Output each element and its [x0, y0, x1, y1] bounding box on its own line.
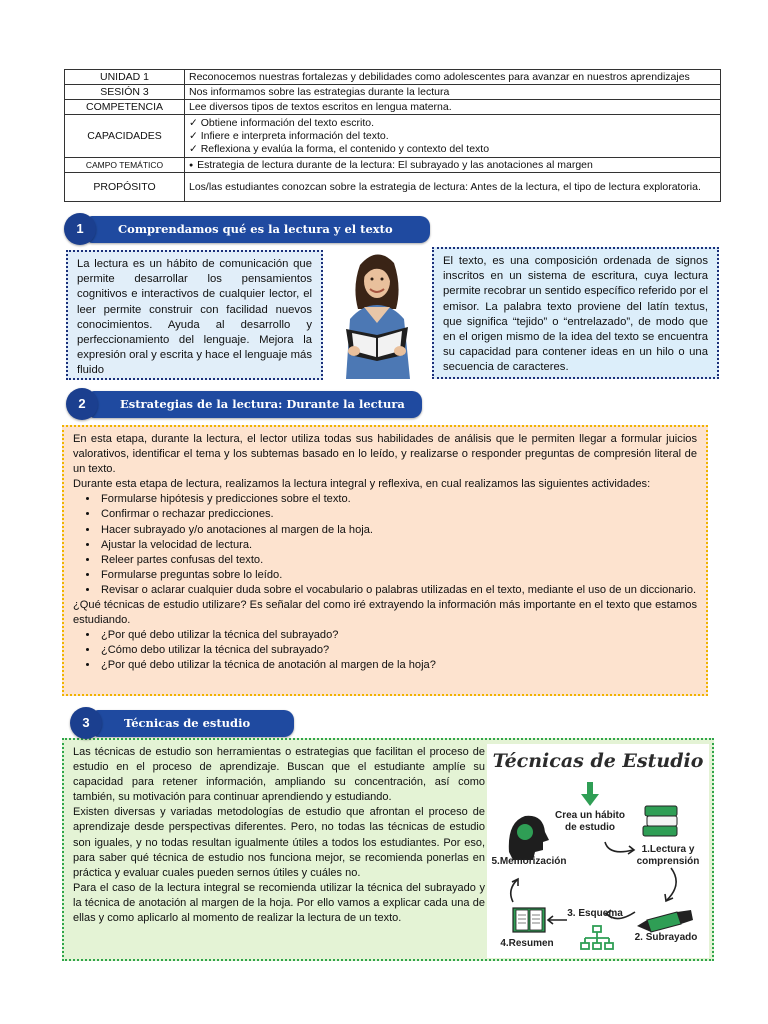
capacidades-list — [189, 117, 716, 156]
section-number: 2 — [66, 388, 98, 420]
list-item: • ¿Cómo debo utilizar la técnica del subrayado? — [99, 643, 697, 658]
section-number: 1 — [64, 213, 96, 245]
table-row — [65, 70, 721, 85]
label-line: 1.Lectura y — [641, 844, 695, 855]
during-reading-box — [62, 425, 708, 696]
books-icon — [643, 806, 677, 836]
row-label: PROPÓSITO — [65, 173, 185, 202]
down-arrow-icon — [581, 782, 599, 806]
row-value: Nos informamos sobre las estrategias durante la lectura — [185, 85, 721, 100]
table-row — [65, 158, 721, 173]
text-definition-box: El texto, es una composición ordenada de signos inscritos en un sistema de escritura, cuya lectura permite recobrar un sentido específico referido por el emisor. La palabra texto proviene del latín textus, que significa “tejido” o “entrelazado”, de modo que en el origen mismo de la idea del texto se encuentra su capacidad para contener ideas en un hilo o una secuencia de caracteres. — [432, 247, 719, 379]
study-techniques-text — [73, 745, 485, 926]
row-label: CAPACIDADES — [65, 115, 185, 158]
diagram-step-2: 2. Subrayado — [634, 932, 698, 943]
label-line: Crea un hábito — [554, 810, 625, 821]
questions-list — [73, 628, 697, 673]
table-row — [65, 100, 721, 115]
paragraph: En esta etapa, durante la lectura, el lector utiliza todas sus habilidades de análisis que le permiten llegar a formular juicios valorativos, identificar el tema y los subtemas basado en lo leído, y realizarse o responder preguntas de compresión literal de un texto. — [73, 433, 697, 476]
list-item: • Releer partes confusas del texto. — [99, 553, 697, 568]
list-item: ✓ Obtiene información del texto escrito. — [189, 117, 716, 130]
section-number: 3 — [70, 707, 102, 739]
section-title: Técnicas de estudio — [94, 710, 294, 737]
diagram-title: Técnicas de Estudio — [492, 750, 704, 772]
paragraph: Existen diversas y variadas metodologías de estudio que afrontan el proceso de aprendizaje desde perspectivas diferentes. Pero, no todas las técnicas de estudio son iguales, y no todas resultan igualmente útiles a todos los estudiantes. Por eso, para saber qué técnica de estudio nos funciona mejor, se recomienda ponerlas en práctica y evaluar cuales pueden sernos útiles y cuáles no. — [73, 806, 485, 879]
list-item: • Formularse hipótesis y predicciones sobre el texto. — [99, 492, 697, 507]
activities-list — [73, 492, 697, 598]
paragraph: Para el caso de la lectura integral se recomienda utilizar la técnica del subrayado y la técnica de anotación al margen de la hoja. Por ello vamos a explicar cada una de ellas y como aplicarlo al momento de realizar la lectura de un texto. — [73, 881, 485, 925]
label-line: de estudio — [564, 822, 615, 833]
list-item: • Ajustar la velocidad de lectura. — [99, 538, 697, 553]
capacidades-list-cell — [185, 115, 721, 158]
diagram-center-label — [549, 810, 631, 834]
row-label: CAMPO TEMÁTICO — [65, 158, 185, 173]
diagram-step-3: 3. Esquema — [567, 908, 623, 919]
list-item: • Hacer subrayado y/o anotaciones al margen de la hoja. — [99, 523, 697, 538]
list-item: • Formularse preguntas sobre lo leído. — [99, 568, 697, 583]
row-value: Lee diversos tipos de textos escritos en lengua materna. — [185, 100, 721, 115]
study-techniques-diagram — [487, 744, 709, 958]
section-title: Comprendamos qué es la lectura y el texto — [88, 216, 430, 243]
table-row — [65, 115, 721, 158]
list-item: • Confirmar o rechazar predicciones. — [99, 507, 697, 522]
section-title: Estrategias de la lectura: Durante la lectura — [90, 391, 422, 418]
paragraph: Durante esta etapa de lectura, realizamos la lectura integral y reflexiva, en cual realizamos las siguientes actividades: — [73, 478, 651, 491]
row-label: COMPETENCIA — [65, 100, 185, 115]
diagram-step-5: 5.Memorización — [491, 856, 567, 867]
student-reading-image — [332, 247, 422, 379]
row-value: Reconocemos nuestras fortalezas y debilidades como adolescentes para avanzar en nuestros aprendizajes — [185, 70, 721, 85]
session-info-table — [64, 69, 721, 202]
list-item: ✓ Reflexiona y evalúa la forma, el contenido y contexto del texto — [189, 143, 716, 156]
diagram-step-4: 4.Resumen — [500, 938, 554, 949]
paragraph: Las técnicas de estudio son herramientas o estrategias que facilitan el proceso de estudio en el proceso de aprendizaje. Buscan que el estudiante amplíe su capacidad para retener información, ampliando su concentración, así como también, su motivación para continuar aprendiendo y estudiando. — [73, 746, 485, 804]
table-row — [65, 85, 721, 100]
list-item: ✓ Infiere e interpreta información del texto. — [189, 130, 716, 143]
row-label: SESIÓN 3 — [65, 85, 185, 100]
campo-list — [189, 159, 716, 172]
campo-tematico-cell — [185, 158, 721, 173]
list-item: • ¿Por qué debo utilizar la técnica de anotación al margen de la hoja? — [99, 658, 697, 673]
diagram-step-1 — [627, 844, 709, 868]
reading-definition-box: La lectura es un hábito de comunicación que permite desarrollar los pensamientos cognitivos e interactivos de cualquier lector, el leer permite construir con facilidad nuevos conocimientos. Ayuda al desarrollo y perfeccionamiento del lenguaje. Mejora la expresión oral y escrita y hace el lenguaje más fluido — [66, 250, 323, 380]
list-item: ● Estrategia de lectura durante de la lectura: El subrayado y las anotaciones al margen — [189, 159, 716, 172]
list-item: • Revisar o aclarar cualquier duda sobre el vocabulario o palabras utilizadas en el texto, mediante el uso de un diccionario. — [99, 583, 697, 598]
label-line: comprensión — [636, 856, 700, 867]
head-brain-icon — [509, 816, 549, 860]
paragraph: ¿Qué técnicas de estudio utilizare? Es señalar del como iré extrayendo la información más importante en el texto que estamos estudiando. — [73, 599, 697, 627]
table-row — [65, 173, 721, 202]
open-book-icon — [513, 908, 545, 932]
row-label: UNIDAD 1 — [65, 70, 185, 85]
list-item: • ¿Por qué debo utilizar la técnica del subrayado? — [99, 628, 697, 643]
row-value: Los/las estudiantes conozcan sobre la estrategia de lectura: Antes de la lectura, el tipo de lectura exploratoria. — [185, 173, 721, 202]
hierarchy-icon — [581, 926, 613, 949]
highlighter-icon — [637, 910, 693, 932]
